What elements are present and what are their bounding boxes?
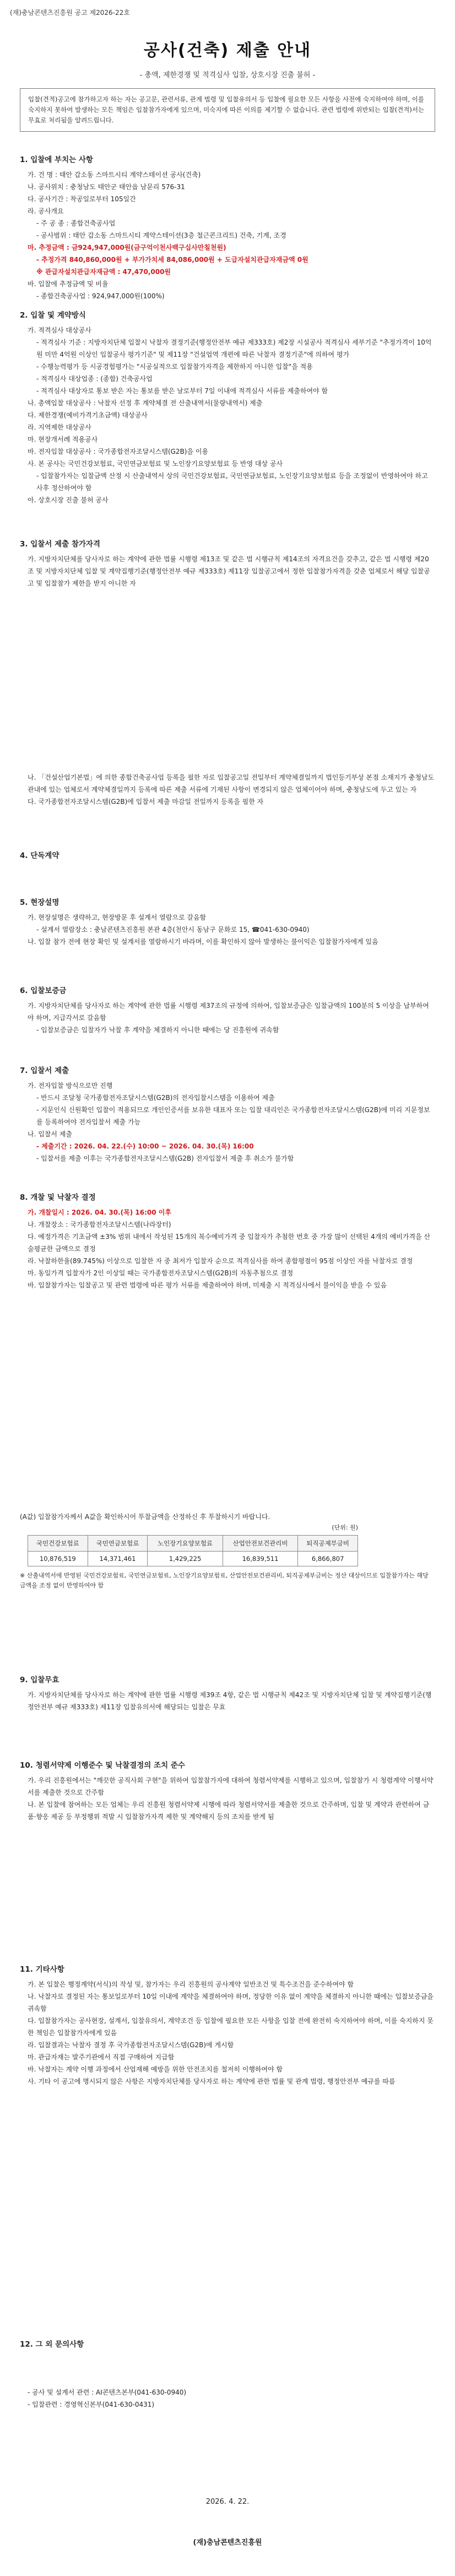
line: 아. 상호시장 진출 불허 공사 xyxy=(28,496,109,504)
section-8 xyxy=(20,1191,435,1291)
table-header-cell: 국민건강보험료 xyxy=(28,1536,88,1552)
line-estimated-amount: 마. 추정금액 : 금924,947,000원(금구억이천사백구십사만칠천원) xyxy=(28,244,226,251)
section-10 xyxy=(20,1759,435,1823)
a-value-table xyxy=(28,1535,358,1566)
line: 다. 예정가격은 기초금액 ±3% 범위 내에서 작성된 15개의 복수예비가격 중 입찰자가 추첨한 번호 중 가장 많이 선택된 4개의 예비가격을 산술평균한 금액으로 결정 xyxy=(28,1233,431,1253)
table-cell: 6,866,807 xyxy=(298,1552,358,1566)
a-value-section xyxy=(20,1511,435,1591)
line: 나. 「건설산업기본법」에 의한 종합건축공사업 등록을 필한 자로 입찰공고일 전일부터 계약체결일까지 법인등기부상 본점 소재지가 충청남도 관내에 있는 업체로서 계약체결일까지 등록에 따른 제출 서류에 기재된 사항이 변경되지 않은 업체이어야 하며, 충청남도에 두고 있는 자 xyxy=(28,774,435,793)
section-2 xyxy=(20,309,435,506)
line: 바. 입찰에 추정금액 및 비율 xyxy=(28,280,109,288)
document-date: 2026. 4. 22. xyxy=(205,2498,250,2506)
section-title: 10. 청렴서약제 이행준수 및 낙찰결정의 조치 준수 xyxy=(20,1761,185,1770)
table-header-cell: 퇴직공제부금비 xyxy=(298,1536,358,1552)
section-title: 6. 입찰보증금 xyxy=(20,986,67,995)
line-submission-period: - 제출기간 : 2026. 04. 22.(수) 10:00 ~ 2026. 04. 30.(목) 16:00 xyxy=(36,1142,254,1150)
line: - 추정가격 840,860,000원 + 부가가치세 84,086,000원 + 도급자설치관급자재금액 0원 xyxy=(36,256,308,264)
line: - 입찰서를 제출 이후는 국가종합전자조달시스템(G2B) 전자입찰서 제출 후 취소가 불가함 xyxy=(36,1155,294,1162)
table-caption: (A값) 입찰참가자께서 A값을 확인하시어 투찰금액을 산정하신 후 투찰하시기 바랍니다. xyxy=(20,1513,270,1521)
line: 나. 낙찰자로 결정된 자는 통보일로부터 10일 이내에 계약을 체결하여야 하며, 정당한 이유 없이 계약을 체결하지 아니한 때에는 입찰보증금을 귀속함 xyxy=(28,1993,434,2012)
line: - 적격심사 대상업종 : (종합) 건축공사업 xyxy=(36,375,153,383)
line: 다. 입찰참가자는 공사현장, 설계서, 입찰유의서, 계약조건 등 입찰에 필요한 모든 사항을 입찰 전에 완전히 숙지하여야 하며, 이를 숙지하지 못한 책임은 입찰참가자에게 있음 xyxy=(28,2017,434,2037)
line: 다. 국가종합전자조달시스템(G2B)에 입찰서 제출 마감일 전일까지 등록을 필한 자 xyxy=(28,798,264,806)
section-1 xyxy=(20,153,435,302)
table-header-cell: 노인장기요양보험료 xyxy=(148,1536,223,1552)
line: 나. 공사위치 : 충청남도 태안군 태안읍 남문리 576-31 xyxy=(28,183,185,191)
line: - 입찰참가자는 입찰금액 산정 시 산출내역서 상의 국민건강보험료, 국민연금보험료, 노인장기요양보험료 등을 조정없이 반영하여야 하고 사후 정산하여야 함 xyxy=(36,472,428,492)
table-unit: (단위: 원) xyxy=(332,1524,358,1531)
line: 바. 입찰참가자는 입찰공고 및 관련 법령에 따른 평가 서류를 제출하여야 하며, 미제출 시 적격심사에서 불이익을 받을 수 있음 xyxy=(28,1281,387,1289)
section-title: 7. 입찰서 제출 xyxy=(20,1066,69,1075)
table-cell: 14,371,461 xyxy=(88,1552,148,1566)
line: - 주 공 종 : 종합건축공사업 xyxy=(36,219,116,227)
notice-box: 입찰(견적)공고에 참가하고자 하는 자는 공고문, 관련서류, 관계 법령 및 입찰유의서 등 입찰에 필요한 모든 사항을 사전에 숙지하여야 하며, 이를 숙지하지 못하여 발생하는 모든 책임은 입찰참가자에게 있으며, 미숙지에 따른 이의를 제기할 수 없습니다. 관련 법령에 위반되는 입찰(견적)서는 무효로 처리됨을 알려드립니다. xyxy=(20,88,435,132)
section-3 xyxy=(20,538,435,808)
section-5 xyxy=(20,896,435,948)
issuing-organization: (재)충남콘텐츠진흥원 xyxy=(193,2539,262,2547)
line: 가. 지방자치단체를 당사자로 하는 계약에 관한 법률 시행령 제39조 4항, 같은 법 시행규칙 제42조 및 지방자치단체 입찰 및 계약집행기준(행정안전부 예규 제333호) 제11장 입찰유의서에 해당되는 입찰은 무효 xyxy=(28,1691,432,1711)
table-header-row xyxy=(28,1536,358,1552)
line: - 수행능력평가 등 시공경험평가는 "시공실적으로 입찰참가자격을 제한하지 아니한 입찰"을 적용 xyxy=(36,363,313,371)
table-cell: 1,429,225 xyxy=(148,1552,223,1566)
line: 가. 건 명 : 태안 갑소동 스마트시티 계약스테이션 공사(건축) xyxy=(28,171,201,179)
line: 바. 전자입찰 대상공사 : 국가종합전자조달시스템(G2B)을 이용 xyxy=(28,448,209,455)
section-4 xyxy=(20,849,435,865)
line: 라. 지역제한 대상공사 xyxy=(28,423,91,431)
line: - 적격심사 대상자로 통보 받은 자는 통보를 받은 날로부터 7일 이내에 적격심사 서류를 제출하여야 함 xyxy=(36,387,328,395)
line: 가. 지방자치단체를 당사자로 하는 계약에 관한 법률 시행령 제13조 및 같은 법 시행규칙 제14조의 자격요건을 갖추고, 같은 법 시행령 제20조 및 지방자치단체 입찰 및 계약집행기준(행정안전부 예규 제333호) 제11장 입찰공고에서 정한 입찰참가자격을 갖춘 업체로서 해당 입찰공고 및 입찰참가 제한을 받지 아니한 자 xyxy=(28,555,430,587)
line: 라. 공사개요 xyxy=(28,207,64,215)
contact-line: - 공사 및 설계서 관련 : AI콘텐츠본부(041-630-0940) xyxy=(28,2389,187,2396)
section-title: 8. 개찰 및 낙찰자 결정 xyxy=(20,1193,96,1202)
section-title: 9. 입찰무효 xyxy=(20,1676,59,1684)
contact-line: - 입찰관련 : 경영혁신본부(041-630-0431) xyxy=(28,2401,155,2408)
line: 가. 본 입찰은 행정계약(서식)의 작성 및, 참가자는 우리 진흥원의 공사계약 일반조건 및 특수조건을 준수하여야 함 xyxy=(28,1981,354,1988)
line: 라. 낙찰하한율(89.745%) 이상으로 입찰한 자 중 최저가 입찰자 순으로 적격심사를 하여 종합평점이 95점 이상인 자를 낙찰자로 결정 xyxy=(28,1257,413,1265)
line: - 종합건축공사업 : 924,947,000원(100%) xyxy=(36,292,165,300)
line: 나. 총액입찰 대상공사 : 낙찰자 선정 후 계약체결 전 산출내역서(물량내역서) 제출 xyxy=(28,399,263,407)
line: 나. 개찰장소 : 국가종합전자조달시스템(나라장터) xyxy=(28,1221,171,1228)
line: 마. 현장개서례 적용공사 xyxy=(28,436,98,443)
line: 마. 동일가격 입찰자가 2인 이상일 때는 국가종합전자조달시스템(G2B)의 자동추첨으로 결정 xyxy=(28,1269,294,1277)
line: 가. 적격심사 대상공사 xyxy=(28,326,91,334)
notice-number: (재)충남콘텐츠진흥원 공고 제2026-22호 xyxy=(10,9,130,17)
section-title: 3. 입찰서 제출 참가자격 xyxy=(20,540,100,549)
blank-space xyxy=(20,589,435,771)
line: 나. 입찰 참가 전에 현장 확인 및 설계서를 열람하시기 바라며, 이를 확인하지 않아 발생하는 불이익은 입찰참가자에게 있음 xyxy=(28,938,378,946)
section-11 xyxy=(20,1963,435,2087)
section-title: 4. 단독계약 xyxy=(20,851,59,860)
line: - 지문인식 신원확인 입찰이 적용되므로 개인인증서를 보유한 대표자 또는 입찰 대리인은 국가종합전자조달시스템(G2B)에 미리 지문정보를 등록하여야 전자입찰서 제출 가능 xyxy=(36,1106,430,1126)
line: 가. 지방자치단체를 당사자로 하는 계약에 관한 법률 시행령 제37조의 규정에 의하여, 입찰보증금은 입찰금액의 100분의 5 이상을 납부하여야 하며, 지급각서로 갈음함 xyxy=(28,1002,429,1022)
table-header-cell: 국민연금보험료 xyxy=(88,1536,148,1552)
section-9 xyxy=(20,1673,435,1713)
line: - 입찰보증금은 입찰자가 낙찰 후 계약을 체결하지 아니한 때에는 당 진흥원에 귀속함 xyxy=(36,1026,279,1034)
page-subtitle: - 총액, 제한경쟁 및 적격심사 입찰, 상호시장 진출 불허 - xyxy=(139,71,316,79)
line: 다. 공사기간 : 착공일로부터 105일간 xyxy=(28,195,136,203)
line: 사. 기타 이 공고에 명시되지 않은 사항은 지방자치단체를 당사자로 하는 계약에 관한 법률 및 관계 법령, 행정안전부 예규를 따름 xyxy=(28,2078,396,2085)
table-note: ※ 산출내역서에 반영된 국민건강보험료, 국민연금보험료, 노인장기요양보험료, 산업안전보건관리비, 퇴직공제부금비는 정산 대상이므로 입찰참가자는 해당 금액을 조정 없이 반영하여야 함 xyxy=(20,1572,429,1589)
line: 바. 낙찰자는 계약 이행 과정에서 산업재해 예방을 위한 안전조치를 철저히 이행하여야 함 xyxy=(28,2065,283,2073)
line: 나. 입찰서 제출 xyxy=(28,1130,72,1138)
page-title: 공사(건축) 제출 안내 xyxy=(143,41,312,60)
blank-space xyxy=(20,2353,435,2386)
line: - 공사범위 : 태안 갑소동 스마트시티 계약스테이션(3층 철근콘크리트) 건축, 기계, 조경 xyxy=(36,232,286,239)
table-row xyxy=(28,1552,358,1566)
line-opening-date: 가. 개찰일시 : 2026. 04. 30.(목) 16:00 이후 xyxy=(28,1209,171,1216)
line: 가. 전자입찰 방식으로만 진행 xyxy=(28,1082,113,1090)
table-header-cell: 산업안전보건관리비 xyxy=(223,1536,297,1552)
line: - 반드시 조달청 국가종합전자조달시스템(G2B)의 전자입찰시스템을 이용하여 제출 xyxy=(36,1094,275,1102)
section-6 xyxy=(20,984,435,1036)
section-title: 1. 입찰에 부치는 사항 xyxy=(20,155,93,164)
section-title: 2. 입찰 및 계약방식 xyxy=(20,311,86,320)
line: 사. 본 공사는 국민건강보험료, 국민연금보험료 및 노인장기요양보험료 등 반영 대상 공사 xyxy=(28,460,283,468)
line: 라. 입찰결과는 낙찰자 결정 후 국가종합전자조달시스템(G2B)에 게시함 xyxy=(28,2041,234,2049)
line: - 적격심사 기준 : 지방자치단체 입찰시 낙찰자 결정기준(행정안전부 예규 제333호) 제2장 시설공사 적격심사 세부기준 "추정가격이 10억원 미만 4억원 이상인 입찰공사 평가기준" 및 제11장 "건설업역 개편에 따른 낙찰자 결정기준"에 의하여 평가 xyxy=(36,339,432,358)
table-cell: 16,839,511 xyxy=(223,1552,297,1566)
section-title: 12. 그 외 문의사항 xyxy=(20,2340,84,2349)
table-cell: 10,876,519 xyxy=(28,1552,88,1566)
line: ※ 관급자설치관급자재금액 : 47,470,000원 xyxy=(36,268,171,276)
line: - 설계서 열람장소 : 충남콘텐츠진흥원 본관 4층(천안시 동남구 문화로 15, ☎041-630-0940) xyxy=(36,926,310,933)
line: 마. 관급자재는 발주기관에서 직접 구매하여 지급함 xyxy=(28,2053,175,2061)
line: 나. 본 입찰에 참여하는 모든 업체는 우리 진흥원 청렴서약제 시행에 따라 청렴서약서를 제출한 것으로 간주하며, 입찰 및 계약과 관련하여 금품·향응 제공 등 부정행위 적발 시 입찰참가자격 제한 및 계약해지 등의 조치를 받게 됨 xyxy=(28,1801,430,1821)
line: 가. 현장설명은 생략하고, 현장방문 후 설계서 열람으로 갈음함 xyxy=(28,914,207,921)
section-12 xyxy=(20,2338,435,2411)
section-title: 5. 현장설명 xyxy=(20,898,59,907)
section-7 xyxy=(20,1064,435,1164)
line: 가. 우리 진흥원에서는 "깨끗한 공직사회 구현"을 위하여 입찰참가자에 대하여 청렴서약제를 시행하고 있으며, 입찰참가 시 청렴계약 이행서약서를 제출한 것으로 간주함 xyxy=(28,1777,434,1796)
line: 다. 제한경쟁(예비가격기초금액) 대상공사 xyxy=(28,411,148,419)
section-title: 11. 기타사항 xyxy=(20,1965,64,1974)
